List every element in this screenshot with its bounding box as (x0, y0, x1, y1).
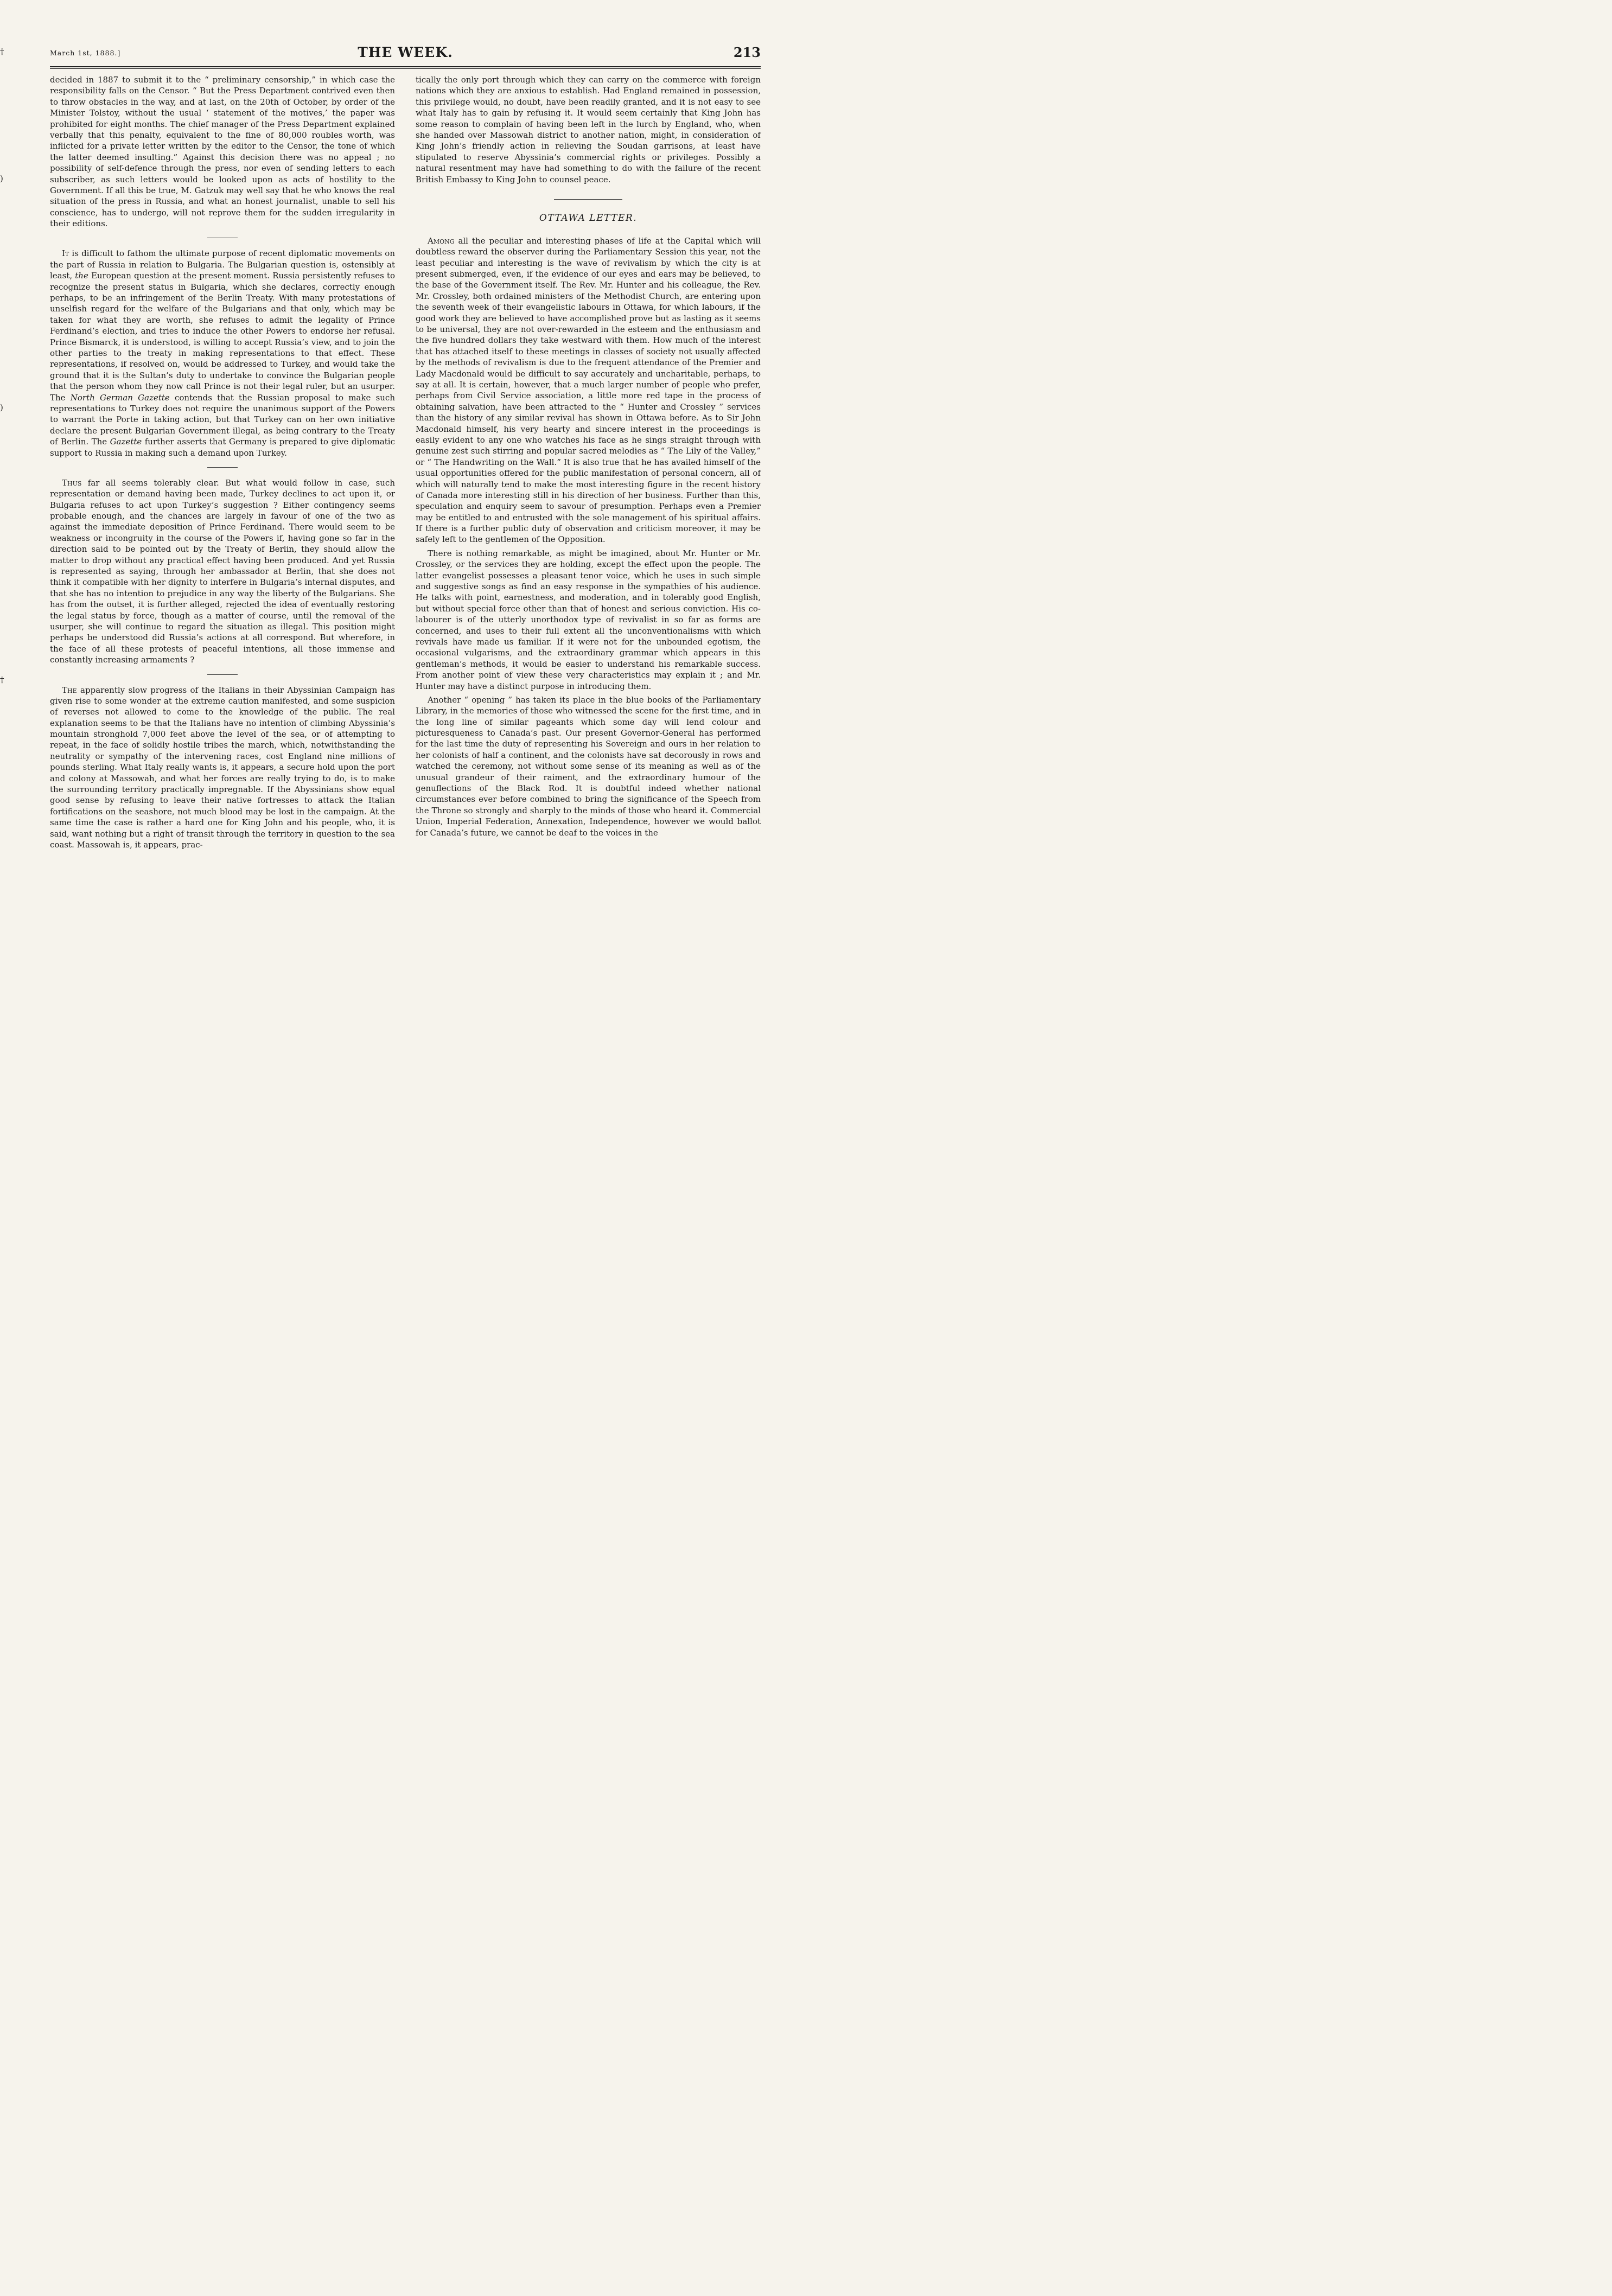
left-column (50, 74, 395, 853)
section-divider (207, 674, 238, 675)
paragraph-massowah: tically the only port through which they can carry on the commerce with foreign nations which they are anxious to establish. Had England remained in possession, this privilege would, no doubt, have been readily granted, and it is not easy to see what Italy has to gain by refusing it. It would seem certainly that King John has some reason to complain of having been left in the lurch by England, who, when she handed over Massowah district to another nation, might, in consideration of King John’s friendly action in relieving the Soudan garrisons, at least have stipulated to reserve Abyssinia’s commercial rights or privileges. Possibly a natural resentment may have had something to do with the failure of the recent British Embassy to King John to counsel peace. (416, 75, 761, 184)
newspaper-page (50, 42, 761, 853)
paragraph-lead: The (62, 685, 77, 695)
paragraph-evangelists: There is nothing remarkable, as might be imagined, about Mr. Hunter or Mr. Crossley, or the services they are holding, except the effect upon the people. The latter evangelist possesses a pleasant tenor voice, which he uses in such simple and suggestive songs as find an easy response in the sympathies of his audience. He talks with point, earnestness, and moderation, and in tolerably good English, but without special force other than that of honest and serious conviction. His co-labourer is of the utterly unorthodox type of revivalist in so far as forms are concerned, and uses to their full extent all the unconventionalisms with which revivals have made us familiar. If it were not for the unbounded egotism, the occasional vulgarisms, and the extraordinary grammar which appears in this gentleman’s methods, it would be easier to understand his remarkable success. From another point of view these very characteristics may explain it ; and Mr. Hunter may have a distinct purpose in introducing them. (416, 548, 761, 691)
italic-text: Gazette (110, 437, 142, 447)
paragraph-text: European question at the present moment. Russia persistently refuses to recognize the present status in Bulgaria, which she declares, correctly enough perhaps, to be an infringement of the Berlin Treaty. With many protestations of unselfish regard for the welfare of the Bulgarians and that only, which may be taken for what they are worth, she refuses to admit the legality of Prince Ferdinand’s election, and tries to induce the other Powers to endorse her refusal. Prince Bismarck, it is understood, is willing to accept Russia’s view, and to join the other parties to the treaty in making representations to that effect. These representations, if resolved on, would be addressed to Turkey, and would take the ground that it is the Sultan’s duty to undertake to convince the Bulgarian people that the person whom they now call Prince is not their legal ruler, but an usurper. The (50, 271, 395, 403)
header-rule (50, 66, 761, 69)
paragraph-text: all the peculiar and interesting phases of life at the Capital which will doubtless reward the observer during the Parliamentary Session this year, not the least peculiar and interesting is the wave of revivalism by which the city is at present submerged, even, if the evidence of our eyes and ears may be believed, to the base of the Government itself. The Rev. Mr. Hunter and his colleague, the Rev. Mr. Crossley, both ordained ministers of the Methodist Church, are entering upon the seventh week of their evangelistic labours in Ottawa, for which labours, if the good work they are believed to have accomplished prove but as lasting as it seems to be universal, they are not over-rewarded in the esteem and the enthusiasm and the five hundred dollars they take westward with them. How much of the interest that has attached itself to these meetings in classes of society not usually affected by the methods of revivalism is due to the frequent attendance of the Premier and Lady Macdonald would be difficult to say accurately and uncharitable, perhaps, to say at all. It is certain, however, that a much larger number of people who prefer, perhaps from Civil Service association, a little more red tape in the process of obtaining salvation, have been attracted to the “ Hunter and Crossley ” services than the history of any similar revival has shown in Ottawa before. As to Sir John Macdonald himself, his very hearty and sincere interest in the proceedings is easily evident to any one who watches his face as he sings straight through with genuine zest such stirring and popular sacred melodies as “ The Lily of the Valley,” or “ The Handwriting on the Wall.” It is also true that he has availed himself of the usual opportunities offered for the public manifestation of personal concern, all of which will naturally tend to make the most interesting figure in the recent history of Canada more interesting still in his direction of her business. Further than this, speculation and enquiry seem to savour of presumption. Perhaps even a Premier may be entitled to and entrusted with the sole management of his spiritual affairs. If there is a further public duty of observation and criticism moreover, it may be safely left to the gentlemen of the Opposition. (416, 235, 761, 545)
paragraph-text: is difficult to fathom the ultimate purpose of recent diplomatic movements on the part of Russia in relation to Bulgaria. The Bulgarian question is, ostensibly at least, (50, 248, 395, 281)
paragraph-text: further asserts that Germany is prepared to give diplomatic support to Russia in making such a demand upon Turkey. (50, 437, 395, 458)
paragraph-revivalism (416, 235, 761, 545)
margin-mark: † (0, 675, 4, 685)
section-divider (207, 467, 238, 468)
right-column (416, 74, 761, 853)
italic-text: North German Gazette (70, 392, 170, 403)
paragraph-lead: Among (428, 235, 455, 246)
margin-mark: † (0, 47, 4, 56)
paragraph-text: contends that the Russian proposal to make such representations to Turkey does not require the unanimous support of the Powers to warrant the Porte in taking action, but that Turkey can on her own initiative declare the present Bulgarian Government illegal, as being contrary to the Treaty of Berlin. The (50, 392, 395, 447)
paragraph-censorship: decided in 1887 to submit it to the “ preliminary censorship,” in which case the responsibility falls on the Censor. “ But the Press Department contrived even then to throw obstacles in the way, and at last, on the 20th of October, by order of the Minister Tolstoy, without the usual ‘ statement of the motives,’ the paper was prohibited for eight months. The chief manager of the Press Department explained verbally that this penalty, equivalent to the fine of 80,000 roubles worth, was inflicted for a private letter written by the editor to the Censor, the tone of which the latter deemed insulting.” Against this decision there was no appeal ; no possibility of self-defence through the press, nor even of sending letters to each subscriber, as such letters would be looked upon as acts of hostility to the Government. If all this be true, M. Gatzuk may well say that he who knows the real situation of the press in Russia, and what an honest journalist, unable to sell his conscience, has to undergo, will not reprove them for the sudden irregularity in their editions. (50, 75, 395, 229)
paragraph-text: far all seems tolerably clear. But what would follow in case, such representation or demand having been made, Turkey declines to act upon it, or Bulgaria refuses to act upon Turkey’s suggestion ? Either contingency seems probable enough, and the chances are largely in favour of one of the two as against the immediate deposition of Prince Ferdinand. There would seem to be weakness or incongruity in the course of the Powers if, having gone so far in the direction said to be pointed out by the Treaty of Berlin, they should allow the matter to drop without any practical effect having been produced. And yet Russia is represented as saying, through her ambassador at Berlin, that she does not think it compatible with her dignity to interfere in Bulgaria’s internal disputes, and that she has no intention to prejudice in any way the liberty of the Bulgarians. She has from the outset, it is further alleged, rejected the idea of eventually restoring the legal status by force, though as a matter of course, until the removal of the usurper, she will continue to regard the situation as illegal. This position might perhaps be understood did Russia’s actions at all correspond. But wherefore, in the face of all these protests of peaceful intentions, all those immense and constantly increasing armaments ? (50, 477, 395, 665)
section-title: OTTAWA LETTER. (539, 212, 638, 224)
italic-text: the (75, 271, 88, 281)
margin-mark: ) (0, 403, 3, 412)
paragraph-lead: It (62, 248, 69, 259)
paragraph-bulgaria (50, 248, 395, 458)
margin-mark: ) (0, 174, 3, 183)
paragraph-opening: Another “ opening ” has taken its place in the blue books of the Parliamentary Library, in the memories of those who witnessed the scene for the first time, and in the long line of similar pageants which some day will lend colour and picturesqueness to Canada’s past. Our present Governor-General has performed for the last time the duty of representing his Sovereign and ours in her relation to her colonists of half a continent, and the colonists have sat decorously in rows and watched the ceremony, not without some sense of its meaning as well as of the unusual grandeur of their raiment, and the extraordinary humour of the genuflections of the Black Rod. It is doubtful indeed whether national circumstances ever before combined to bring the significance of the Speech from the Throne so strongly and sharply to the minds of those who heard it. Commercial Union, Imperial Federation, Annexation, Independence, however we would ballot for Canada’s future, we cannot be deaf to the voices in the (416, 694, 761, 838)
page-number: 213 (733, 44, 761, 60)
page-header (50, 42, 761, 66)
section-divider (554, 199, 622, 200)
paragraph-lead: Thus (62, 477, 82, 488)
paragraph-text: apparently slow progress of the Italians in their Abyssinian Campaign has given rise to some wonder at the extreme caution manifested, and some suspicion of reverses not allowed to come to the knowledge of the public. The real explanation seems to be that the Italians have no intention of climbing Abyssinia’s mountain stronghold 7,000 feet above the level of the sea, or of attempting to repeat, in the face of solidly hostile tribes the march, which, notwithstanding the neutrality or sympathy of the intervening races, cost England nine millions of pounds sterling. What Italy really wants is, it appears, a secure hold upon the port and colony at Massowah, and what her forces are really trying to do, is to make the surrounding territory practically impregnable. If the Abyssinians show equal good sense by refusing to leave their native fortresses to attack the Italian fortifications on the seashore, not much blood may be lost in the campaign. At the same time the case is rather a hard one for King John and his people, who, it is said, want nothing but a right of transit through the territory in question to the sea coast. Massowah is, it appears, prac- (50, 685, 395, 850)
publication-title: THE WEEK. (358, 44, 453, 60)
article-columns (50, 74, 761, 853)
paragraph-russia-turkey (50, 477, 395, 666)
issue-date: March 1st, 1888.] (50, 49, 121, 57)
paragraph-abyssinia (50, 685, 395, 851)
